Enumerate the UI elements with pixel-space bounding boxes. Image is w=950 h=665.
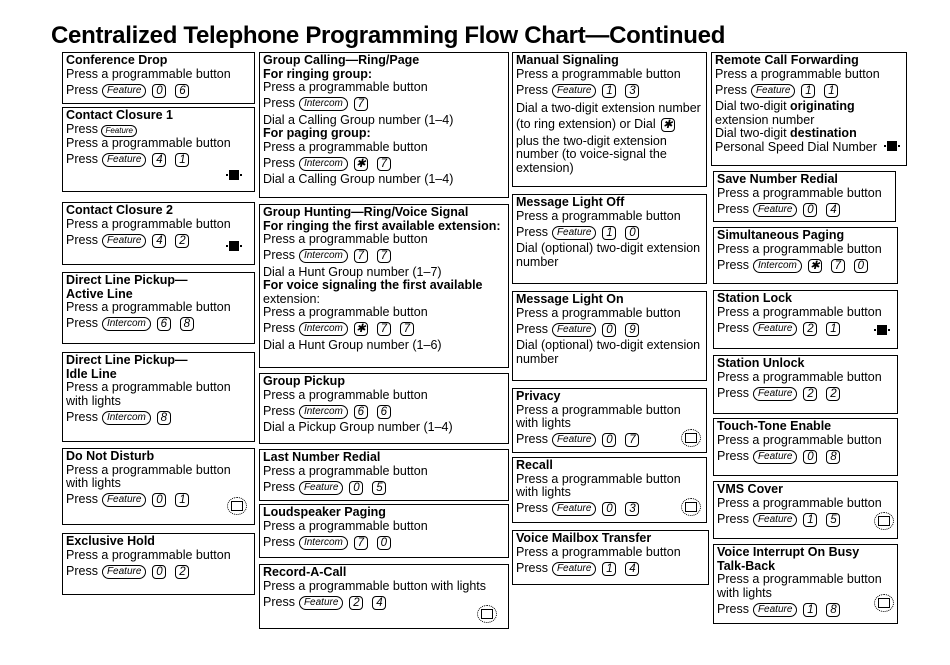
box-recall [512, 457, 707, 523]
feature-key-icon: Feature [102, 153, 146, 167]
instruction: Press a programmable button [717, 304, 882, 319]
digit-key-icon: 4 [152, 234, 166, 248]
press-sequence [263, 247, 505, 266]
press-label: Press [66, 232, 98, 247]
box-title: Contact Closure 1 [66, 108, 173, 122]
digit-key-icon: 0 [152, 493, 166, 507]
digit-key-icon: 7 [377, 157, 391, 171]
press-sequence [263, 320, 505, 339]
subheading-cont: extension: [263, 291, 320, 306]
digit-key-icon: 9 [625, 323, 639, 337]
digit-key-icon: 0 [349, 481, 363, 495]
instruction: Press a programmable button [66, 300, 231, 314]
instruction: Press a programmable button [717, 241, 882, 256]
dial-emphasis: originating [790, 99, 855, 113]
press-sequence [516, 81, 703, 100]
digit-key-icon: 0 [377, 536, 391, 550]
box-exclusive-hold [62, 533, 255, 595]
digit-key-icon: 6 [157, 317, 171, 331]
dial-text: Dial two-digit [715, 126, 791, 140]
instruction: Press a programmable button [516, 305, 681, 320]
box-privacy [512, 388, 707, 453]
instruction: Press a programmable button [516, 208, 681, 223]
digit-key-icon: 0 [625, 226, 639, 240]
press-label: Press [66, 151, 98, 166]
digit-key-icon: 2 [175, 565, 189, 579]
instruction: Press a programmable button [66, 135, 231, 150]
press-label: Press [263, 321, 295, 336]
box-title: Voice Interrupt On Busy [717, 545, 860, 559]
instruction: Personal Speed Dial Number [715, 139, 877, 154]
box-title: Simultaneous Paging [717, 228, 845, 242]
feature-key-icon: Feature [552, 502, 596, 516]
press-label: Press [516, 432, 548, 447]
press-sequence [66, 81, 251, 100]
feature-key-icon: Feature [753, 513, 797, 527]
press-label: Press [263, 96, 295, 111]
press-sequence [263, 95, 505, 114]
lamp-flash-icon [878, 516, 890, 526]
digit-key-icon: 4 [826, 203, 840, 217]
instruction: Press a programmable button [717, 572, 882, 586]
instruction: Dial a two-digit extension number [516, 101, 701, 115]
digit-key-icon: 4 [152, 153, 166, 167]
digit-key-icon: 7 [354, 536, 368, 550]
press-sequence [66, 315, 251, 334]
press-sequence [717, 319, 894, 338]
digit-key-icon: 1 [801, 84, 815, 98]
instruction: Press a programmable button [263, 463, 428, 478]
press-sequence [66, 150, 251, 169]
digit-key-icon: 7 [400, 322, 414, 336]
feature-key-icon: Feature [102, 565, 146, 579]
instruction: Dial a Calling Group number (1–4) [263, 172, 454, 186]
press-label: Press [516, 321, 548, 336]
box-title: VMS Cover [717, 482, 783, 496]
box-direct-line-idle [62, 352, 255, 442]
digit-key-icon: 6 [354, 405, 368, 419]
press-sequence [516, 431, 703, 450]
box-title: Group Pickup [263, 374, 345, 388]
press-label: Press [717, 320, 749, 335]
digit-key-icon: 1 [824, 84, 838, 98]
digit-key-icon: 1 [826, 322, 840, 336]
box-message-light-off [512, 194, 707, 284]
intercom-key-icon: Intercom [299, 405, 348, 419]
box-title: Group Calling—Ring/Page [263, 53, 420, 67]
box-title: Conference Drop [66, 53, 168, 67]
lamp-flash-icon [685, 502, 697, 512]
page-title: Centralized Telephone Programming Flow Chart—Continued [51, 22, 726, 49]
digit-key-icon: 7 [354, 97, 368, 111]
press-label: Press [263, 403, 295, 418]
box-contact-closure-2 [62, 202, 255, 265]
instruction: Press a programmable button [715, 66, 880, 81]
box-loudspeaker-paging [259, 504, 509, 558]
box-save-number-redial [713, 171, 896, 222]
box-contact-closure-1 [62, 107, 255, 192]
instruction: with lights [66, 476, 121, 490]
feature-key-icon: Feature [751, 84, 795, 98]
box-title: Do Not Disturb [66, 449, 155, 463]
box-direct-line-active [62, 272, 255, 344]
instruction: Dial a Hunt Group number (1–6) [263, 337, 442, 352]
instruction: Press a programmable button [516, 402, 681, 417]
instruction: with lights [66, 393, 121, 408]
digit-key-icon: 8 [826, 603, 840, 617]
box-title: Station Lock [717, 291, 793, 305]
press-label: Press [263, 248, 295, 263]
digit-key-icon: 0 [602, 323, 616, 337]
feature-key-icon: Feature [552, 226, 596, 240]
feature-key-icon: Feature [753, 322, 797, 336]
box-title: Talk-Back [717, 558, 776, 573]
feature-key-icon: Feature [102, 84, 146, 98]
digit-key-icon: 1 [602, 226, 616, 240]
press-sequence [516, 116, 703, 135]
intercom-key-icon: Intercom [102, 317, 151, 331]
instruction: Press a programmable button with lights [263, 578, 487, 593]
instruction: with lights [516, 416, 571, 430]
instruction: Press a programmable button [516, 66, 681, 81]
press-sequence [717, 256, 894, 275]
press-label: Press [263, 479, 295, 494]
intercom-key-icon: Intercom [299, 536, 348, 550]
digit-key-icon: 2 [803, 322, 817, 336]
box-title: Direct Line Pickup— [66, 353, 188, 367]
intercom-key-icon: Intercom [299, 157, 348, 171]
instruction: Dial (optional) two-digit extension number [516, 338, 701, 366]
intercom-key-icon: Intercom [299, 97, 348, 111]
press-label: Press [66, 492, 98, 507]
box-title: Group Hunting—Ring/Voice Signal [263, 205, 469, 219]
press-label: Press [717, 385, 749, 400]
star-key-icon: ✱ [354, 322, 368, 336]
press-label: Press [717, 201, 749, 216]
lamp-on-icon [877, 325, 887, 335]
digit-key-icon: 8 [180, 317, 194, 331]
feature-key-icon: Feature [753, 603, 797, 617]
digit-key-icon: 0 [602, 433, 616, 447]
digit-key-icon: 0 [152, 84, 166, 98]
instruction: Press a programmable button [263, 305, 428, 319]
press-label: Press [717, 448, 749, 463]
box-voice-interrupt [713, 544, 898, 624]
instruction: Press a programmable button [263, 518, 428, 533]
box-simultaneous-paging [713, 227, 898, 284]
subheading: For ringing the first available extension: [263, 218, 501, 233]
press-sequence [715, 81, 903, 100]
box-manual-signaling [512, 52, 707, 187]
press-sequence [516, 559, 705, 578]
digit-key-icon: 0 [602, 502, 616, 516]
instruction: Press a programmable button [516, 471, 681, 486]
box-title: Station Unlock [717, 356, 805, 370]
box-conference-drop [62, 52, 255, 104]
star-key-icon: ✱ [661, 118, 675, 132]
box-message-light-on [512, 291, 707, 381]
box-station-lock [713, 290, 898, 349]
feature-key-icon: Feature [552, 433, 596, 447]
press-label: Press [717, 601, 749, 616]
instruction: Press a programmable button [66, 66, 231, 81]
digit-key-icon: 2 [803, 387, 817, 401]
instruction [715, 100, 903, 114]
press-label: Press [263, 155, 295, 170]
instruction: with lights [717, 585, 772, 600]
box-title: Record-A-Call [263, 565, 347, 579]
instruction: (to ring extension) or Dial [516, 117, 656, 132]
digit-key-icon: 1 [602, 84, 616, 98]
subheading: For paging group: [263, 126, 371, 140]
star-key-icon: ✱ [808, 259, 822, 273]
press-label: Press [516, 560, 548, 575]
digit-key-icon: 1 [175, 153, 189, 167]
feature-key-icon: Feature [299, 596, 343, 610]
press-sequence [66, 562, 251, 581]
lamp-on-icon [229, 170, 239, 180]
box-title: Voice Mailbox Transfer [516, 531, 652, 545]
box-title: Remote Call Forwarding [715, 53, 859, 67]
press-label: Press [66, 121, 98, 136]
press-sequence [717, 447, 894, 466]
instruction: Press a programmable button [66, 380, 231, 394]
box-remote-call-forwarding [711, 52, 907, 166]
digit-key-icon: 2 [175, 234, 189, 248]
press-sequence [66, 491, 251, 510]
instruction: with lights [516, 485, 571, 499]
feature-key-icon: Feature [753, 387, 797, 401]
digit-key-icon: 5 [372, 481, 386, 495]
box-title: Touch-Tone Enable [717, 419, 832, 433]
box-do-not-disturb [62, 448, 255, 525]
box-title: Message Light On [516, 292, 624, 306]
press-label: Press [263, 594, 295, 609]
lamp-flash-icon [878, 598, 890, 608]
box-record-a-call [259, 564, 509, 629]
box-title: Message Light Off [516, 195, 625, 209]
press-sequence [516, 320, 703, 339]
instruction: Press a programmable button [717, 495, 882, 510]
lamp-on-icon [887, 141, 897, 151]
digit-key-icon: 1 [803, 513, 817, 527]
instruction: Press a programmable button [66, 462, 231, 477]
instruction: Press a programmable button [263, 80, 428, 94]
digit-key-icon: 1 [602, 562, 616, 576]
digit-key-icon: 7 [377, 249, 391, 263]
digit-key-icon: 6 [377, 405, 391, 419]
press-sequence [263, 593, 505, 612]
box-title: Exclusive Hold [66, 534, 155, 548]
star-key-icon: ✱ [354, 157, 368, 171]
instruction: Press a programmable button [516, 544, 681, 559]
feature-key-icon: Feature [101, 125, 137, 137]
box-group-pickup [259, 373, 509, 444]
instruction: Press a programmable button [66, 547, 231, 562]
box-title: Contact Closure 2 [66, 203, 173, 217]
box-station-unlock [713, 355, 898, 414]
instruction: Press a programmable button [717, 432, 882, 447]
feature-key-icon: Feature [552, 562, 596, 576]
feature-key-icon: Feature [552, 84, 596, 98]
box-last-number-redial [259, 449, 509, 501]
box-voice-mailbox-transfer [512, 530, 709, 585]
instruction: Press a programmable button [66, 216, 231, 231]
instruction: Dial a Hunt Group number (1–7) [263, 264, 442, 279]
press-sequence [516, 223, 703, 242]
instruction: Dial a Calling Group number (1–4) [263, 112, 454, 127]
digit-key-icon: 8 [826, 450, 840, 464]
press-sequence [263, 154, 505, 173]
feature-key-icon: Feature [102, 234, 146, 248]
instruction [715, 127, 903, 141]
box-title: Manual Signaling [516, 53, 619, 67]
lamp-flash-icon [685, 433, 697, 443]
digit-key-icon: 2 [349, 596, 363, 610]
instruction: extension number [715, 112, 815, 127]
intercom-key-icon: Intercom [299, 322, 348, 336]
press-label: Press [516, 224, 548, 239]
lamp-flash-icon [231, 501, 243, 511]
press-sequence [66, 408, 251, 427]
box-title: Save Number Redial [717, 172, 838, 186]
instruction: Press a programmable button [263, 139, 428, 154]
box-touch-tone-enable [713, 418, 898, 476]
digit-key-icon: 5 [826, 513, 840, 527]
press-label: Press [66, 82, 98, 97]
press-sequence [263, 533, 505, 552]
instruction: Press a programmable button [263, 387, 428, 402]
digit-key-icon: 4 [625, 562, 639, 576]
press-sequence [717, 200, 892, 219]
press-sequence [263, 478, 505, 497]
box-title: Loudspeaker Paging [263, 505, 386, 519]
digit-key-icon: 0 [803, 203, 817, 217]
box-group-calling [259, 52, 509, 198]
box-group-hunting [259, 204, 509, 368]
digit-key-icon: 7 [377, 322, 391, 336]
instruction: Press a programmable button [717, 369, 882, 384]
press-label: Press [516, 501, 548, 516]
digit-key-icon: 0 [152, 565, 166, 579]
digit-key-icon: 7 [625, 433, 639, 447]
press-label: Press [263, 534, 295, 549]
intercom-key-icon: Intercom [299, 249, 348, 263]
digit-key-icon: 0 [803, 450, 817, 464]
subheading: For ringing group: [263, 66, 373, 81]
subheading: For voice signaling the first available [263, 278, 483, 292]
box-title: Privacy [516, 389, 561, 403]
lamp-on-icon [229, 241, 239, 251]
instruction: Press a programmable button [263, 232, 428, 246]
instruction: Dial (optional) two-digit extension number [516, 241, 701, 269]
digit-key-icon: 1 [803, 603, 817, 617]
digit-key-icon: 1 [175, 493, 189, 507]
box-title: Active Line [66, 286, 133, 301]
box-title: Last Number Redial [263, 450, 381, 464]
dial-emphasis: destination [790, 126, 857, 140]
feature-key-icon: Feature [753, 203, 797, 217]
box-title: Direct Line Pickup— [66, 273, 188, 287]
press-label: Press [717, 511, 749, 526]
instruction: Dial a Pickup Group number (1–4) [263, 420, 453, 434]
press-label: Press [715, 82, 747, 97]
feature-key-icon: Feature [102, 493, 146, 507]
instruction: Press a programmable button [717, 185, 882, 200]
intercom-key-icon: Intercom [102, 411, 151, 425]
press-label: Press [717, 257, 749, 272]
press-sequence [516, 500, 703, 519]
digit-key-icon: 8 [157, 411, 171, 425]
box-title: Recall [516, 458, 553, 472]
press-sequence [263, 402, 505, 421]
digit-key-icon: 7 [831, 259, 845, 273]
digit-key-icon: 7 [354, 249, 368, 263]
feature-key-icon: Feature [753, 450, 797, 464]
press-label: Press [66, 316, 98, 331]
digit-key-icon: 6 [175, 84, 189, 98]
press-label: Press [66, 563, 98, 578]
feature-key-icon: Feature [299, 481, 343, 495]
digit-key-icon: 3 [625, 84, 639, 98]
press-sequence [717, 510, 894, 529]
intercom-key-icon: Intercom [753, 259, 802, 273]
digit-key-icon: 2 [826, 387, 840, 401]
digit-key-icon: 4 [372, 596, 386, 610]
feature-key-icon: Feature [552, 323, 596, 337]
lamp-flash-icon [481, 609, 493, 619]
press-sequence [717, 600, 894, 619]
box-title: Idle Line [66, 366, 117, 381]
press-sequence [66, 231, 251, 250]
press-label: Press [516, 82, 548, 97]
digit-key-icon: 3 [625, 502, 639, 516]
digit-key-icon: 0 [854, 259, 868, 273]
press-sequence [717, 384, 894, 403]
dial-text: Dial two-digit [715, 99, 791, 113]
press-line [66, 123, 251, 137]
box-vms-cover [713, 481, 898, 539]
instruction: plus the two-digit extension number (to voice-signal the extension) [516, 133, 667, 175]
press-label: Press [66, 409, 98, 424]
